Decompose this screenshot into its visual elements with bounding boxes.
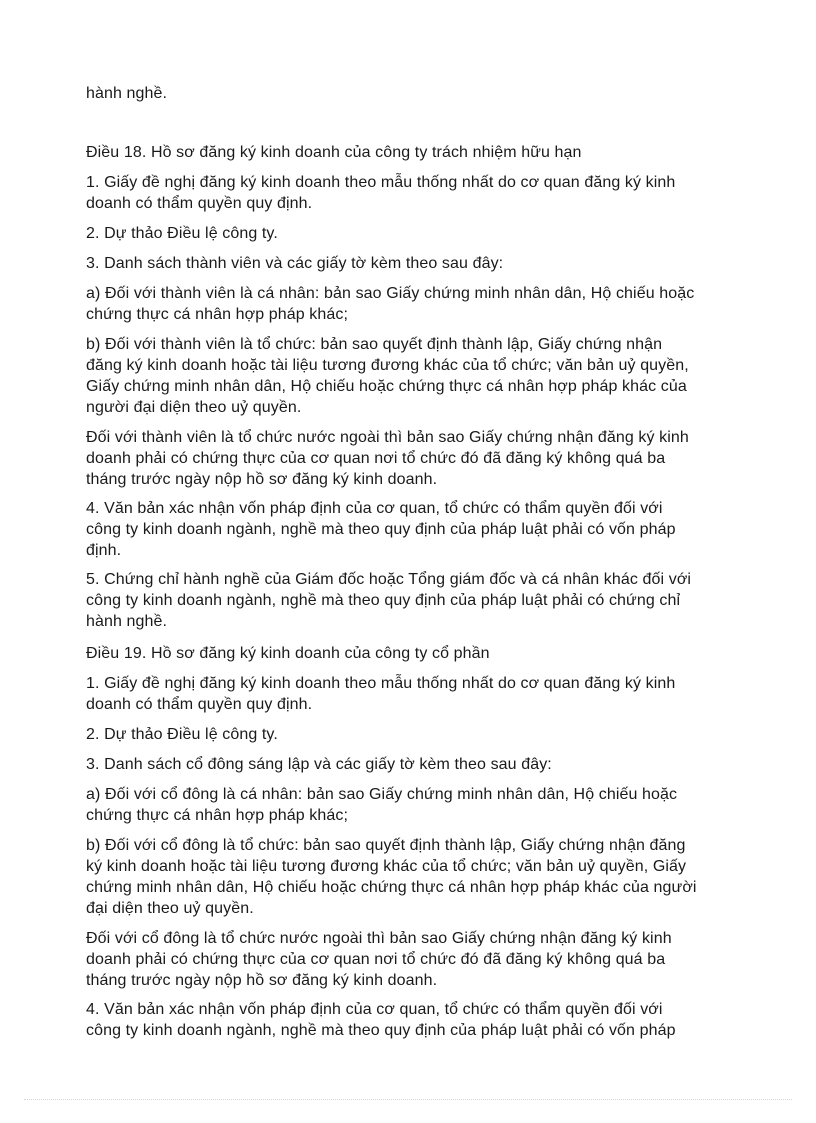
paragraph: 1. Giấy đề nghị đăng ký kinh doanh theo mẫu thống nhất do cơ quan đăng ký kinh doanh có thẩm quyền quy định. [86,675,676,713]
paragraph: a) Đối với cổ đông là cá nhân: bản sao Giấy chứng minh nhân dân, Hộ chiếu hoặc chứng thực cá nhân hợp pháp khác; [86,786,678,824]
paragraph: 3. Danh sách cổ đông sáng lập và các giấy tờ kèm theo sau đây: [86,756,552,773]
paragraph: Đối với cổ đông là tổ chức nước ngoài thì bản sao Giấy chứng nhận đăng ký kinh doanh phải có chứng thực của cơ quan nơi tổ chức đó đã đăng ký không quá ba tháng trước ngày nộp hồ sơ đăng ký kinh doanh. [86,930,672,989]
paragraph: b) Đối với cổ đông là tổ chức: bản sao quyết định thành lập, Giấy chứng nhận đăng ký kinh doanh hoặc tài liệu tương đương khác của tổ chức; văn bản uỷ quyền, Giấy chứng minh nhân dân, Hộ chiếu hoặc chứng thực cá nhân hợp pháp khác của người đại diện theo uỷ quyền. [86,837,697,917]
paragraph: b) Đối với thành viên là tổ chức: bản sao quyết định thành lập, Giấy chứng nhận đăng ký kinh doanh hoặc tài liệu tương đương khác của tổ chức; văn bản uỷ quyền, Giấy chứng minh nhân dân, Hộ chiếu hoặc chứng thực cá nhân hợp pháp khác của người đại diện theo uỷ quyền. [86,336,689,416]
paragraph: Đối với thành viên là tổ chức nước ngoài thì bản sao Giấy chứng nhận đăng ký kinh doanh phải có chứng thực của cơ quan nơi tổ chức đó đã đăng ký không quá ba tháng trước ngày nộp hồ sơ đăng ký kinh doanh. [86,429,689,488]
paragraph: a) Đối với thành viên là cá nhân: bản sao Giấy chứng minh nhân dân, Hộ chiếu hoặc chứng thực cá nhân hợp pháp khác; [86,285,695,323]
article-heading: Điều 19. Hồ sơ đăng ký kinh doanh của công ty cổ phần [86,645,490,662]
paragraph: 1. Giấy đề nghị đăng ký kinh doanh theo mẫu thống nhất do cơ quan đăng ký kinh doanh có thẩm quyền quy định. [86,174,676,212]
paragraph: 5. Chứng chỉ hành nghề của Giám đốc hoặc Tổng giám đốc và cá nhân khác đối với công ty kinh doanh ngành, nghề mà theo quy định của pháp luật phải có chứng chỉ hành nghề. [86,571,692,630]
paragraph: 4. Văn bản xác nhận vốn pháp định của cơ quan, tổ chức có thẩm quyền đối với công ty kinh doanh ngành, nghề mà theo quy định của pháp luật phải có vốn pháp định. [86,500,676,559]
paragraph: 3. Danh sách thành viên và các giấy tờ kèm theo sau đây: [86,255,504,272]
paragraph: 2. Dự thảo Điều lệ công ty. [86,225,278,242]
article-heading: Điều 18. Hồ sơ đăng ký kinh doanh của công ty trách nhiệm hữu hạn [86,144,582,161]
page-bottom-rule [24,1099,792,1100]
paragraph: 4. Văn bản xác nhận vốn pháp định của cơ quan, tổ chức có thẩm quyền đối với công ty kinh doanh ngành, nghề mà theo quy định của pháp luật phải có vốn pháp [86,1001,676,1039]
paragraph: hành nghề. [86,85,168,102]
paragraph: 2. Dự thảo Điều lệ công ty. [86,726,278,743]
